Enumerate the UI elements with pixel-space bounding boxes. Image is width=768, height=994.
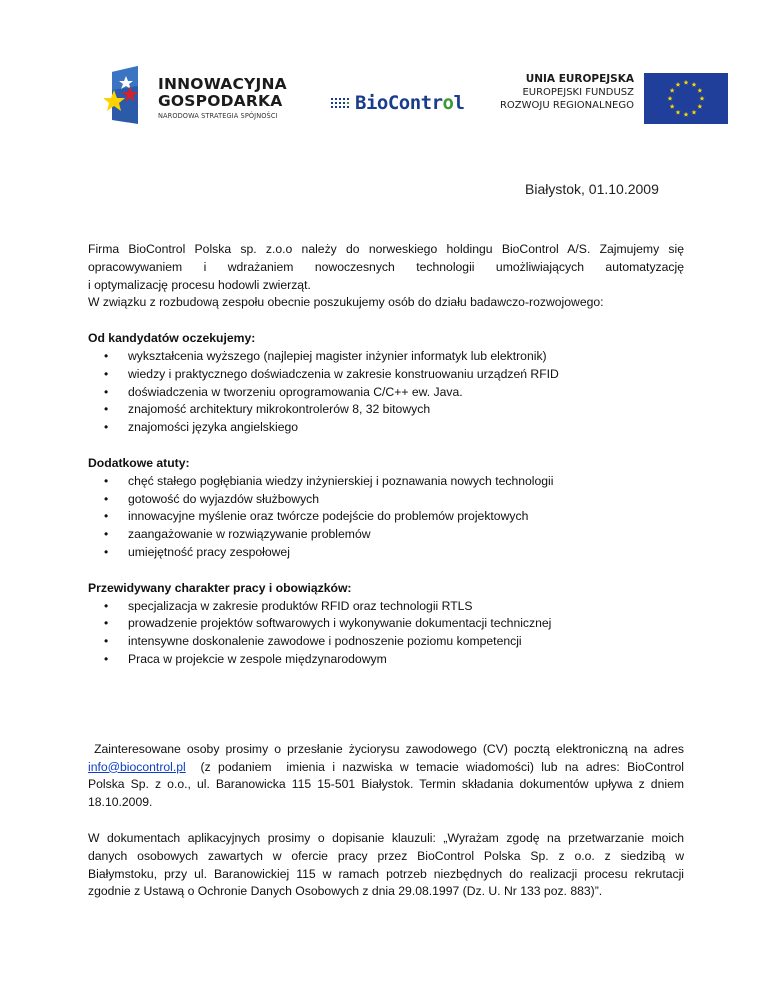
list-item: • Praca w projekcie w zespole międzynarodowym [88, 651, 684, 669]
list-item: • znajomości języka angielskiego [88, 419, 684, 437]
application-line-3: Polska Sp. z o.o., ul. Baranowicka 115 15-501 Białystok. Termin składania dokumentów upływa z dniem [88, 777, 684, 792]
ig-flag-icon [104, 66, 138, 124]
ig-subtitle: NARODOWA STRATEGIA SPÓJNOŚCI [158, 112, 278, 120]
list-item: • doświadczenia w tworzeniu oprogramowania C/C++ ew. Java. [88, 384, 684, 402]
intro-line-1: Firma BioControl Polska sp. z.o.o należy do norweskiego holdingu BioControl A/S. Zajmujemy się [88, 242, 684, 256]
list-item: • wiedzy i praktycznego doświadczenia w zakresie konstruowaniu urządzeń RFID [88, 366, 684, 384]
email-link[interactable]: info@biocontrol.pl [88, 759, 186, 774]
eu-line3: ROZWOJU REGIONALNEGO [499, 100, 634, 111]
ig-title-line2: GOSPODARKA [158, 92, 283, 110]
intro-line-2: opracowywaniem i wdrażaniem nowoczesnych technologii umożliwiających automatyzację [88, 259, 684, 274]
list-item: • znajomość architektury mikrokontrolerów 8, 32 bitowych [88, 401, 684, 419]
list-item: • specjalizacja w zakresie produktów RFID oraz technologii RTLS [88, 598, 684, 616]
eu-fund-logo [476, 66, 736, 126]
list-item: • prowadzenie projektów softwarowych i wykonywanie dokumentacji technicznej [88, 615, 684, 633]
clause-line-4: zgodnie z Ustawą o Ochronie Danych Osobowych z dnia 29.08.1997 (Dz. U. Nr 133 poz. 883)”. [88, 884, 603, 899]
innowacyjna-gospodarka-logo [104, 66, 304, 130]
list-item: • wykształcenia wyższego (najlepiej magister inżynier informatyk lub elektronik) [88, 348, 684, 366]
clause-line-1: W dokumentach aplikacyjnych prosimy o dopisanie klauzuli: „Wyrażam zgodę na przetwarzanie moich [88, 830, 684, 845]
duties-list [88, 598, 684, 669]
list-item: • innowacyjne myślenie oraz twórcze podejście do problemów projektowych [88, 508, 684, 526]
section-title-requirements: Od kandydatów oczekujemy: [88, 331, 256, 346]
requirements-list [88, 348, 684, 437]
list-item: • chęć stałego pogłębiania wiedzy inżynierskiej i poznawania nowych technologii [88, 473, 684, 491]
clause-line-3: Białymstoku, przy ul. Baranowickiej 115 w ramach potrzeb niezbędnych do realizacji procesu rekrutacji [88, 866, 684, 881]
application-line-2: info@biocontrol.pl (z podaniem imienia i nazwiska w temacie wiadomości) lub na adres: BioControl [88, 759, 684, 774]
document-date: Białystok, 01.10.2009 [525, 181, 659, 197]
section-title-extras: Dodatkowe atuty: [88, 455, 190, 470]
biocontrol-wordmark: BioControl [355, 92, 465, 114]
extras-list [88, 473, 684, 562]
eu-flag-icon [644, 73, 728, 124]
list-item: • umiejętność pracy zespołowej [88, 544, 684, 562]
clause-line-2: danych osobowych zawartych w ofercie pracy przez BioControl Polska Sp. z o.o. z siedzibą w [88, 848, 684, 863]
eu-title: UNIA EUROPEJSKA [525, 73, 634, 85]
list-item: • zaangażowanie w rozwiązywanie problemów [88, 526, 684, 544]
intro-line-3: i optymalizację procesu hodowli zwierząt. [88, 277, 311, 292]
job-offer-body [88, 241, 684, 901]
biocontrol-logo [331, 92, 464, 114]
ig-title-line1: INNOWACYJNA [158, 75, 287, 93]
list-item: • intensywne doskonalenie zawodowe i podnoszenie poziomu kompetencji [88, 633, 684, 651]
biocontrol-dots-icon [331, 96, 353, 110]
list-item: • gotowość do wyjazdów służbowych [88, 491, 684, 509]
application-line-1: Zainteresowane osoby prosimy o przesłanie życiorysu zawodowego (CV) pocztą elektroniczną na adres [88, 741, 684, 756]
eu-line2: EUROPEJSKI FUNDUSZ [522, 87, 634, 98]
application-line-4: 18.10.2009. [88, 795, 153, 810]
intro-line-4: W związku z rozbudową zespołu obecnie poszukujemy osób do działu badawczo-rozwojowego: [88, 295, 604, 310]
section-title-duties: Przewidywany charakter pracy i obowiązków: [88, 580, 352, 595]
